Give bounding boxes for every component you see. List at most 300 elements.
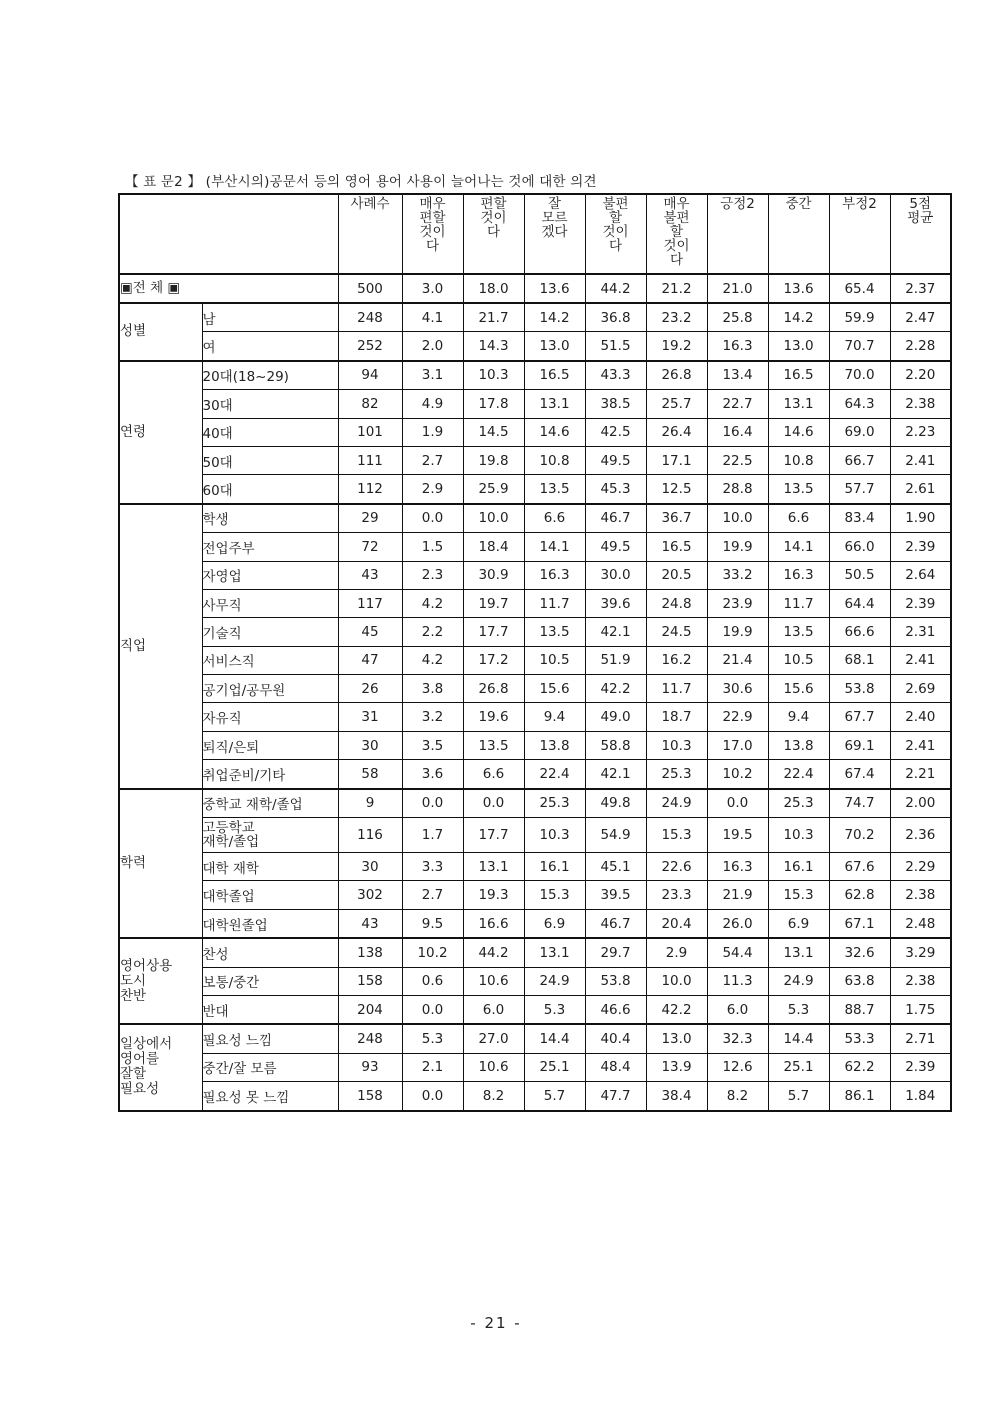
value-cell: 3.8	[402, 675, 463, 703]
column-header-line: 불편	[663, 210, 690, 226]
value-cell: 15.3	[646, 818, 707, 853]
column-header-line: 매우	[419, 196, 446, 212]
header-corner	[119, 194, 338, 274]
value-cell: 13.5	[524, 618, 585, 646]
row-label: 찬성	[202, 938, 338, 967]
value-cell: 21.9	[707, 881, 768, 909]
value-cell: 12.6	[707, 1053, 768, 1081]
value-cell: 2.41	[890, 446, 951, 474]
value-cell: 204	[338, 995, 402, 1024]
value-cell: 2.9	[402, 475, 463, 504]
column-header-line: 불편	[602, 196, 629, 212]
value-cell: 83.4	[829, 504, 890, 533]
value-cell: 16.3	[707, 853, 768, 881]
row-label: 대학졸업	[202, 881, 338, 909]
table-caption: 【 표 문2 】 (부산시의)공문서 등의 영어 용어 사용이 늘어나는 것에 대한 의견	[125, 174, 597, 190]
value-cell: 10.8	[524, 446, 585, 474]
value-cell: 47	[338, 646, 402, 674]
value-cell: 10.0	[646, 967, 707, 995]
value-cell: 5.3	[768, 995, 829, 1024]
value-cell: 49.8	[585, 789, 646, 818]
value-cell: 13.9	[646, 1053, 707, 1081]
value-cell: 2.41	[890, 731, 951, 759]
value-cell: 30	[338, 731, 402, 759]
value-cell: 14.5	[463, 418, 524, 446]
value-cell: 24.5	[646, 618, 707, 646]
value-cell: 59.9	[829, 303, 890, 332]
value-cell: 38.4	[646, 1082, 707, 1111]
value-cell: 6.9	[524, 909, 585, 938]
value-cell: 42.2	[646, 995, 707, 1024]
value-cell: 11.7	[524, 589, 585, 617]
value-cell: 16.5	[768, 361, 829, 390]
column-header-line: 편할	[419, 210, 446, 226]
value-cell: 16.3	[524, 561, 585, 589]
column-header-line: 다	[608, 238, 623, 254]
value-cell: 13.1	[524, 938, 585, 967]
value-cell: 20.4	[646, 909, 707, 938]
value-cell: 53.3	[829, 1024, 890, 1053]
value-cell: 158	[338, 1082, 402, 1111]
row-label	[202, 818, 338, 853]
value-cell: 10.3	[463, 361, 524, 390]
value-cell: 2.64	[890, 561, 951, 589]
value-cell: 2.47	[890, 303, 951, 332]
value-cell: 2.37	[890, 274, 951, 303]
table-row	[119, 446, 951, 474]
value-cell: 13.1	[768, 938, 829, 967]
value-cell: 3.3	[402, 853, 463, 881]
value-cell: 2.39	[890, 1053, 951, 1081]
value-cell: 0.0	[402, 789, 463, 818]
row-label: 사무직	[202, 589, 338, 617]
value-cell: 24.9	[768, 967, 829, 995]
value-cell: 1.9	[402, 418, 463, 446]
value-cell: 3.29	[890, 938, 951, 967]
table-row	[119, 618, 951, 646]
value-cell: 16.1	[768, 853, 829, 881]
group-label-line: 연령	[120, 423, 147, 440]
value-cell: 26.8	[646, 361, 707, 390]
table-row	[119, 1082, 951, 1111]
value-cell: 43.3	[585, 361, 646, 390]
survey-table	[118, 193, 952, 1112]
page-number: - 21 -	[470, 1314, 522, 1332]
value-cell: 6.6	[768, 504, 829, 533]
value-cell: 5.3	[402, 1024, 463, 1053]
value-cell: 10.3	[524, 818, 585, 853]
row-label: 30대	[202, 390, 338, 418]
value-cell: 2.38	[890, 881, 951, 909]
value-cell: 16.2	[646, 646, 707, 674]
column-header	[524, 194, 585, 274]
value-cell: 42.5	[585, 418, 646, 446]
value-cell: 3.5	[402, 731, 463, 759]
column-header-line: 할	[669, 224, 684, 240]
group-label-line: 영어상용	[120, 957, 173, 974]
value-cell: 43	[338, 909, 402, 938]
row-label: 필요성 느낌	[202, 1024, 338, 1053]
value-cell: 4.2	[402, 589, 463, 617]
column-header-line: 것이	[480, 210, 507, 226]
group-label-line: 학력	[120, 854, 147, 871]
value-cell: 2.7	[402, 881, 463, 909]
row-label: 공기업/공무원	[202, 675, 338, 703]
value-cell: 3.2	[402, 703, 463, 731]
value-cell: 10.6	[463, 1053, 524, 1081]
value-cell: 29.7	[585, 938, 646, 967]
value-cell: 30.0	[585, 561, 646, 589]
row-label: 취업준비/기타	[202, 760, 338, 789]
column-header-line: 평균	[907, 210, 934, 226]
value-cell: 13.5	[463, 731, 524, 759]
column-header-line: 다	[669, 252, 684, 268]
value-cell: 20.5	[646, 561, 707, 589]
value-cell: 64.3	[829, 390, 890, 418]
value-cell: 14.2	[768, 303, 829, 332]
table-row	[119, 938, 951, 967]
value-cell: 1.90	[890, 504, 951, 533]
value-cell: 2.61	[890, 475, 951, 504]
group-label-line: 성별	[120, 323, 147, 340]
value-cell: 19.9	[707, 618, 768, 646]
row-label: 퇴직/은퇴	[202, 731, 338, 759]
header-row	[119, 194, 951, 274]
row-label: 중학교 재학/졸업	[202, 789, 338, 818]
value-cell: 44.2	[585, 274, 646, 303]
value-cell: 14.6	[524, 418, 585, 446]
value-cell: 15.3	[524, 881, 585, 909]
value-cell: 17.8	[463, 390, 524, 418]
column-header-line: 잘	[547, 196, 562, 212]
value-cell: 54.9	[585, 818, 646, 853]
row-label: 전업주부	[202, 533, 338, 561]
value-cell: 0.0	[402, 995, 463, 1024]
value-cell: 19.2	[646, 332, 707, 361]
row-label-line: 재학/졸업	[202, 834, 260, 851]
value-cell: 64.4	[829, 589, 890, 617]
value-cell: 69.1	[829, 731, 890, 759]
value-cell: 13.1	[768, 390, 829, 418]
value-cell: 36.7	[646, 504, 707, 533]
table-row	[119, 1053, 951, 1081]
value-cell: 13.0	[646, 1024, 707, 1053]
value-cell: 14.6	[768, 418, 829, 446]
row-label: 필요성 못 느낌	[202, 1082, 338, 1111]
value-cell: 24.8	[646, 589, 707, 617]
value-cell: 17.2	[463, 646, 524, 674]
value-cell: 36.8	[585, 303, 646, 332]
group-label	[119, 361, 202, 504]
value-cell: 5.7	[768, 1082, 829, 1111]
column-header	[829, 194, 890, 274]
value-cell: 15.3	[768, 881, 829, 909]
value-cell: 2.3	[402, 561, 463, 589]
table-row	[119, 731, 951, 759]
column-header-line: 사례수	[350, 196, 390, 212]
table-row	[119, 909, 951, 938]
value-cell: 6.0	[463, 995, 524, 1024]
value-cell: 21.2	[646, 274, 707, 303]
value-cell: 302	[338, 881, 402, 909]
value-cell: 22.4	[524, 760, 585, 789]
value-cell: 2.36	[890, 818, 951, 853]
value-cell: 25.3	[646, 760, 707, 789]
value-cell: 1.75	[890, 995, 951, 1024]
value-cell: 46.7	[585, 504, 646, 533]
value-cell: 18.4	[463, 533, 524, 561]
table-row	[119, 332, 951, 361]
value-cell: 11.3	[707, 967, 768, 995]
column-header-line: 것이	[419, 224, 446, 240]
value-cell: 0.0	[707, 789, 768, 818]
table-row	[119, 390, 951, 418]
value-cell: 1.7	[402, 818, 463, 853]
value-cell: 6.0	[707, 995, 768, 1024]
value-cell: 13.6	[768, 274, 829, 303]
table-row	[119, 303, 951, 332]
value-cell: 21.4	[707, 646, 768, 674]
row-label: 남	[202, 303, 338, 332]
column-header-line: 것이	[663, 238, 690, 254]
column-header-line: 모르	[541, 210, 568, 226]
table-row	[119, 418, 951, 446]
value-cell: 9.4	[524, 703, 585, 731]
value-cell: 0.0	[402, 504, 463, 533]
value-cell: 111	[338, 446, 402, 474]
value-cell: 12.5	[646, 475, 707, 504]
group-label	[119, 504, 202, 789]
total-label: ▣전 체 ▣	[119, 274, 338, 303]
value-cell: 67.1	[829, 909, 890, 938]
group-label-line: 일상에서	[120, 1036, 173, 1053]
value-cell: 88.7	[829, 995, 890, 1024]
value-cell: 42.1	[585, 760, 646, 789]
value-cell: 53.8	[585, 967, 646, 995]
row-label-multiline	[203, 821, 260, 849]
value-cell: 49.5	[585, 446, 646, 474]
value-cell: 63.8	[829, 967, 890, 995]
column-header-line: 5점	[909, 196, 932, 212]
value-cell: 10.6	[463, 967, 524, 995]
column-header	[707, 194, 768, 274]
group-label-line: 필요성	[120, 1081, 160, 1098]
value-cell: 31	[338, 703, 402, 731]
value-cell: 13.6	[524, 274, 585, 303]
value-cell: 47.7	[585, 1082, 646, 1111]
value-cell: 16.3	[768, 561, 829, 589]
value-cell: 22.9	[707, 703, 768, 731]
value-cell: 9.5	[402, 909, 463, 938]
value-cell: 14.4	[768, 1024, 829, 1053]
value-cell: 19.5	[707, 818, 768, 853]
value-cell: 248	[338, 303, 402, 332]
table-row	[119, 1024, 951, 1053]
value-cell: 4.9	[402, 390, 463, 418]
value-cell: 13.4	[707, 361, 768, 390]
value-cell: 10.0	[463, 504, 524, 533]
value-cell: 45	[338, 618, 402, 646]
table-row	[119, 818, 951, 853]
value-cell: 2.39	[890, 589, 951, 617]
value-cell: 62.8	[829, 881, 890, 909]
value-cell: 2.2	[402, 618, 463, 646]
row-label: 40대	[202, 418, 338, 446]
value-cell: 72	[338, 533, 402, 561]
value-cell: 70.0	[829, 361, 890, 390]
value-cell: 22.5	[707, 446, 768, 474]
value-cell: 13.5	[768, 618, 829, 646]
row-label: 여	[202, 332, 338, 361]
value-cell: 11.7	[646, 675, 707, 703]
table-row	[119, 561, 951, 589]
value-cell: 14.3	[463, 332, 524, 361]
value-cell: 2.23	[890, 418, 951, 446]
value-cell: 33.2	[707, 561, 768, 589]
value-cell: 10.2	[707, 760, 768, 789]
row-label: 서비스직	[202, 646, 338, 674]
value-cell: 0.0	[463, 789, 524, 818]
value-cell: 2.0	[402, 332, 463, 361]
value-cell: 14.1	[524, 533, 585, 561]
value-cell: 25.3	[524, 789, 585, 818]
row-label: 자유직	[202, 703, 338, 731]
column-header	[402, 194, 463, 274]
value-cell: 117	[338, 589, 402, 617]
value-cell: 51.5	[585, 332, 646, 361]
value-cell: 2.29	[890, 853, 951, 881]
value-cell: 49.5	[585, 533, 646, 561]
value-cell: 19.8	[463, 446, 524, 474]
value-cell: 45.3	[585, 475, 646, 504]
table-row	[119, 589, 951, 617]
row-label: 20대(18~29)	[202, 361, 338, 390]
value-cell: 2.00	[890, 789, 951, 818]
value-cell: 40.4	[585, 1024, 646, 1053]
value-cell: 51.9	[585, 646, 646, 674]
value-cell: 9	[338, 789, 402, 818]
value-cell: 19.9	[707, 533, 768, 561]
value-cell: 1.84	[890, 1082, 951, 1111]
column-header-line: 매우	[663, 196, 690, 212]
row-label: 자영업	[202, 561, 338, 589]
value-cell: 16.3	[707, 332, 768, 361]
value-cell: 57.7	[829, 475, 890, 504]
value-cell: 2.38	[890, 967, 951, 995]
total-row	[119, 274, 951, 303]
column-header-line: 다	[486, 224, 501, 240]
column-header-line: 할	[608, 210, 623, 226]
value-cell: 8.2	[463, 1082, 524, 1111]
value-cell: 16.4	[707, 418, 768, 446]
value-cell: 252	[338, 332, 402, 361]
value-cell: 16.6	[463, 909, 524, 938]
value-cell: 39.6	[585, 589, 646, 617]
value-cell: 24.9	[646, 789, 707, 818]
value-cell: 6.6	[524, 504, 585, 533]
value-cell: 4.1	[402, 303, 463, 332]
row-label: 보통/중간	[202, 967, 338, 995]
value-cell: 10.2	[402, 938, 463, 967]
value-cell: 2.31	[890, 618, 951, 646]
value-cell: 2.1	[402, 1053, 463, 1081]
value-cell: 32.3	[707, 1024, 768, 1053]
value-cell: 16.5	[646, 533, 707, 561]
value-cell: 62.2	[829, 1053, 890, 1081]
value-cell: 29	[338, 504, 402, 533]
table-row	[119, 853, 951, 881]
table-row	[119, 995, 951, 1024]
value-cell: 24.9	[524, 967, 585, 995]
value-cell: 8.2	[707, 1082, 768, 1111]
value-cell: 18.7	[646, 703, 707, 731]
value-cell: 112	[338, 475, 402, 504]
row-label: 기술직	[202, 618, 338, 646]
value-cell: 2.39	[890, 533, 951, 561]
value-cell: 26.4	[646, 418, 707, 446]
value-cell: 25.1	[768, 1053, 829, 1081]
value-cell: 1.5	[402, 533, 463, 561]
value-cell: 70.7	[829, 332, 890, 361]
value-cell: 26	[338, 675, 402, 703]
value-cell: 23.3	[646, 881, 707, 909]
table-row	[119, 361, 951, 390]
value-cell: 22.4	[768, 760, 829, 789]
value-cell: 25.8	[707, 303, 768, 332]
group-label-line: 영어를	[120, 1051, 160, 1068]
row-label: 60대	[202, 475, 338, 504]
value-cell: 21.7	[463, 303, 524, 332]
value-cell: 58.8	[585, 731, 646, 759]
value-cell: 11.7	[768, 589, 829, 617]
row-label: 중간/잘 모름	[202, 1053, 338, 1081]
value-cell: 17.7	[463, 818, 524, 853]
value-cell: 82	[338, 390, 402, 418]
value-cell: 10.0	[707, 504, 768, 533]
value-cell: 67.4	[829, 760, 890, 789]
value-cell: 10.8	[768, 446, 829, 474]
value-cell: 2.69	[890, 675, 951, 703]
table-row	[119, 504, 951, 533]
value-cell: 9.4	[768, 703, 829, 731]
value-cell: 69.0	[829, 418, 890, 446]
value-cell: 38.5	[585, 390, 646, 418]
column-header-line: 겠다	[541, 224, 568, 240]
column-header-line: 편할	[480, 196, 507, 212]
value-cell: 44.2	[463, 938, 524, 967]
value-cell: 14.2	[524, 303, 585, 332]
row-label: 학생	[202, 504, 338, 533]
value-cell: 14.4	[524, 1024, 585, 1053]
value-cell: 116	[338, 818, 402, 853]
column-header	[585, 194, 646, 274]
row-label: 대학 재학	[202, 853, 338, 881]
value-cell: 13.1	[463, 853, 524, 881]
value-cell: 23.2	[646, 303, 707, 332]
value-cell: 19.3	[463, 881, 524, 909]
value-cell: 25.3	[768, 789, 829, 818]
value-cell: 28.8	[707, 475, 768, 504]
value-cell: 50.5	[829, 561, 890, 589]
column-header	[646, 194, 707, 274]
table-row	[119, 760, 951, 789]
value-cell: 17.7	[463, 618, 524, 646]
value-cell: 22.6	[646, 853, 707, 881]
value-cell: 30.6	[707, 675, 768, 703]
value-cell: 25.1	[524, 1053, 585, 1081]
group-label	[119, 303, 202, 361]
column-header	[890, 194, 951, 274]
